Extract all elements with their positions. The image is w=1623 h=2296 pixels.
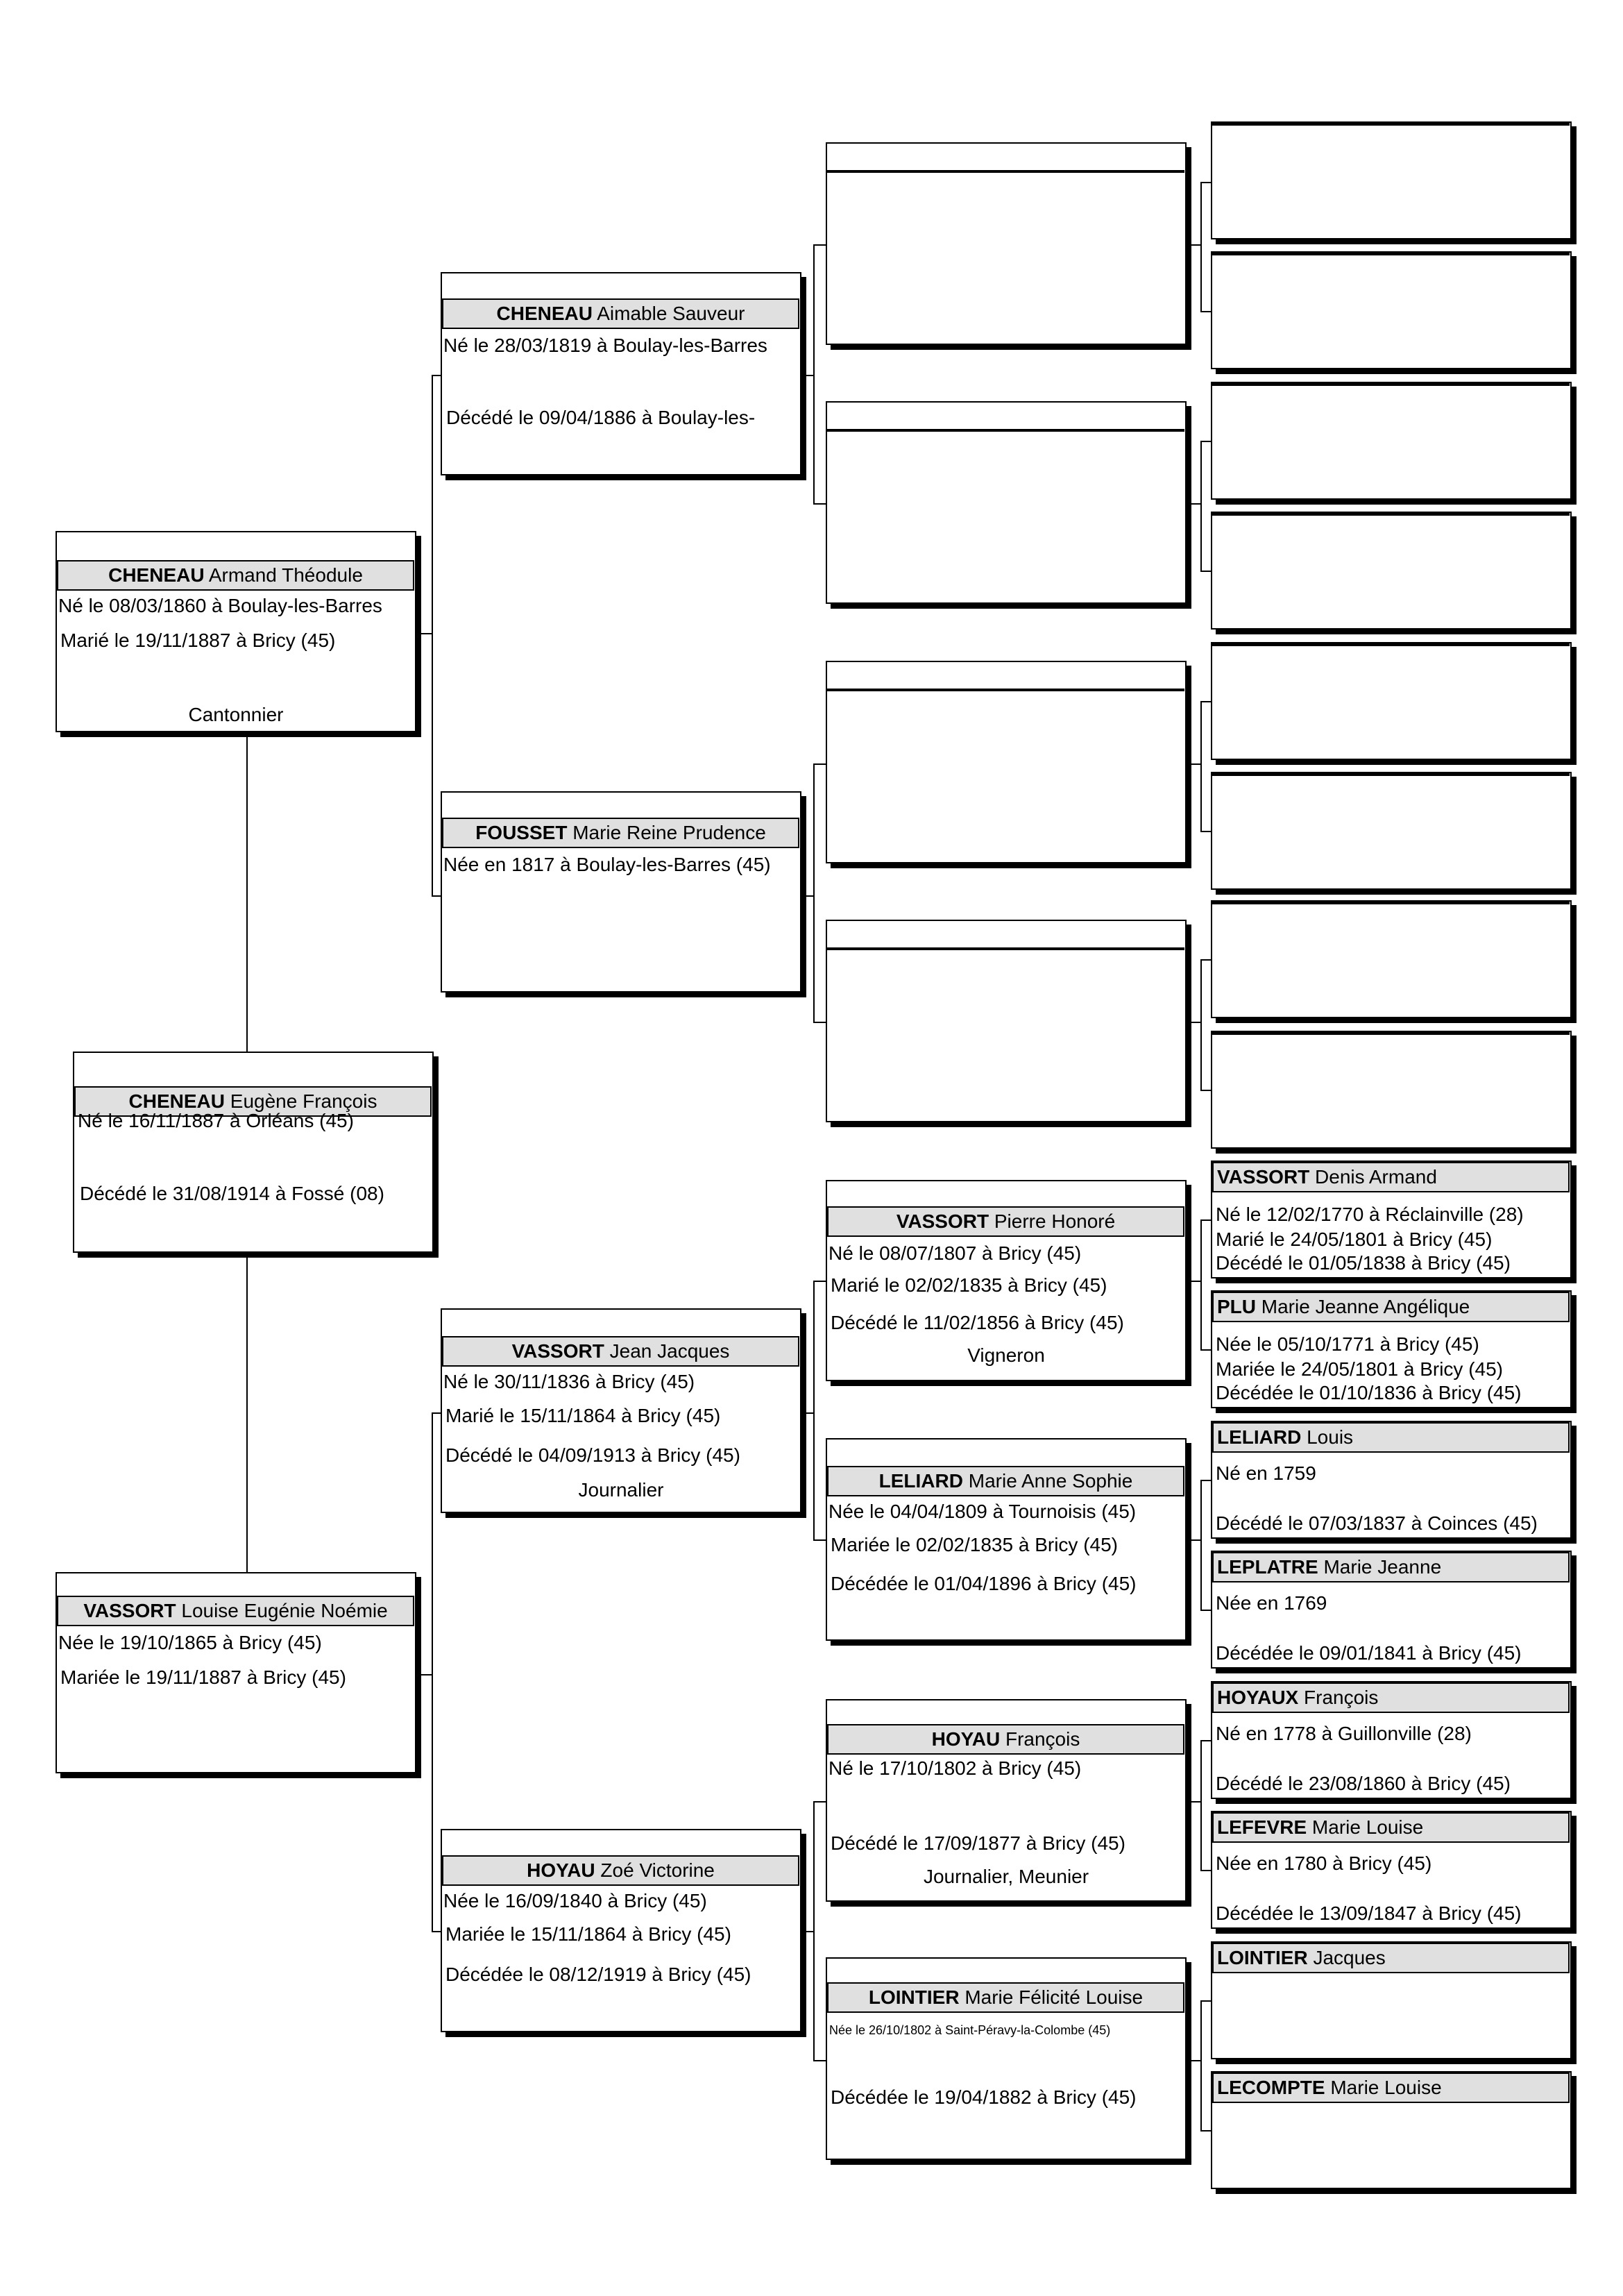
person-name	[1212, 1812, 1570, 1843]
parents-bracket	[1200, 701, 1202, 832]
person-detail: Décédé le 23/08/1860 à Bricy (45)	[1216, 1773, 1511, 1794]
given-names: Denis Armand	[1309, 1166, 1437, 1188]
person-name	[1212, 2073, 1570, 2103]
person-detail: Mariée le 24/05/1801 à Bricy (45)	[1216, 1358, 1503, 1380]
given-names: Eugène François	[225, 1090, 377, 1112]
surname: LOINTIER	[1217, 1947, 1308, 1968]
connector-arm	[1200, 2000, 1211, 2002]
person-name	[57, 1596, 414, 1626]
person-card[interactable]	[1211, 1941, 1572, 2059]
person-card[interactable]	[826, 661, 1187, 863]
person-detail: Née le 16/09/1840 à Bricy (45)	[443, 1890, 707, 1911]
person-detail: Marié le 15/11/1864 à Bricy (45)	[445, 1405, 721, 1426]
connector-stub	[1190, 503, 1200, 505]
given-names: Marie Jeanne	[1318, 1556, 1442, 1578]
surname: LELIARD	[1217, 1426, 1302, 1448]
person-detail: Journalier, Meunier	[923, 1866, 1089, 1887]
surname: VASSORT	[83, 1600, 176, 1621]
person-card[interactable]	[441, 272, 801, 475]
person-card[interactable]	[1211, 772, 1572, 890]
connector-arm	[813, 503, 826, 505]
parents-bracket	[1200, 1740, 1202, 1871]
parents-bracket	[1200, 1219, 1202, 1351]
given-names: Louis	[1301, 1426, 1354, 1448]
person-card[interactable]	[1211, 1811, 1572, 1929]
surname: CHENEAU	[496, 303, 593, 324]
person-name	[1212, 1032, 1570, 1035]
connector-arm	[813, 1281, 826, 1282]
person-card[interactable]	[826, 1699, 1187, 1902]
person-name	[1212, 513, 1570, 516]
person-detail: Né le 08/07/1807 à Bricy (45)	[829, 1242, 1082, 1264]
person-card[interactable]	[1211, 1160, 1572, 1278]
person-detail: Mariée le 19/11/1887 à Bricy (45)	[60, 1666, 346, 1688]
given-names: Marie Félicité Louise	[959, 1986, 1144, 2008]
person-name	[1212, 1162, 1570, 1192]
person-detail: Né en 1778 à Guillonville (28)	[1216, 1723, 1472, 1744]
person-detail: Décédé le 09/04/1886 à Boulay-les-	[446, 407, 756, 428]
person-name	[442, 1336, 799, 1367]
person-name	[827, 1982, 1184, 2013]
connector-arm	[432, 1412, 441, 1414]
connector-stub	[1190, 1539, 1200, 1541]
connector-arm	[1200, 1349, 1211, 1351]
person-card[interactable]	[826, 401, 1187, 604]
surname: HOYAU	[527, 1859, 595, 1881]
person-detail: Né le 12/02/1770 à Réclainville (28)	[1216, 1204, 1524, 1225]
person-card[interactable]	[1211, 382, 1572, 500]
person-card[interactable]	[1211, 900, 1572, 1018]
connector-arm	[813, 244, 826, 246]
person-name	[442, 818, 799, 848]
parents-bracket	[432, 1412, 433, 1932]
person-name	[1212, 1682, 1570, 1713]
person-name	[827, 1466, 1184, 1496]
connector-arm	[1200, 959, 1211, 961]
person-name	[1212, 123, 1570, 126]
person-name	[1212, 1292, 1570, 1322]
person-name	[57, 560, 414, 591]
connector-arm	[1200, 1480, 1211, 1481]
person-detail: Marié le 19/11/1887 à Bricy (45)	[60, 630, 336, 651]
surname: VASSORT	[896, 1210, 989, 1232]
parents-bracket	[813, 1801, 815, 2061]
parents-bracket	[813, 1281, 815, 1541]
person-name	[827, 947, 1184, 950]
connector-arm	[1200, 1610, 1211, 1611]
connector-arm	[1200, 831, 1211, 832]
given-names: Jean Jacques	[604, 1340, 730, 1362]
person-name	[1212, 1943, 1570, 1973]
person-card[interactable]	[1211, 251, 1572, 369]
surname: LEFEVRE	[1217, 1816, 1307, 1838]
person-card[interactable]	[1211, 2071, 1572, 2189]
given-names: Louise Eugénie Noémie	[176, 1600, 388, 1621]
connector-arm	[1200, 311, 1211, 312]
parents-bracket	[1200, 959, 1202, 1091]
person-card[interactable]	[1211, 1290, 1572, 1408]
person-card[interactable]	[1211, 512, 1572, 630]
given-names: Marie Louise	[1325, 2077, 1442, 2098]
connector-stub	[1190, 763, 1200, 765]
person-detail: Marié le 24/05/1801 à Bricy (45)	[1216, 1229, 1493, 1250]
person-detail: Cantonnier	[188, 704, 284, 725]
connector-stub	[1190, 2060, 1200, 2061]
person-name	[1212, 643, 1570, 646]
person-detail: Mariée le 02/02/1835 à Bricy (45)	[831, 1534, 1118, 1555]
parents-bracket	[1200, 2000, 1202, 2132]
person-detail: Décédé le 01/05/1838 à Bricy (45)	[1216, 1252, 1511, 1274]
person-detail: Décédée le 13/09/1847 à Bricy (45)	[1216, 1902, 1522, 1924]
person-card[interactable]	[826, 1438, 1187, 1641]
person-detail: Né le 17/10/1802 à Bricy (45)	[829, 1757, 1082, 1779]
given-names: François	[1000, 1728, 1080, 1750]
surname: VASSORT	[1217, 1166, 1310, 1188]
connector-stub	[1190, 1281, 1200, 1282]
person-card[interactable]	[1211, 1681, 1572, 1799]
connector-arm	[432, 375, 441, 376]
given-names: Aimable Sauveur	[593, 303, 745, 324]
surname: CHENEAU	[108, 564, 205, 586]
person-detail: Né en 1759	[1216, 1462, 1316, 1484]
person-detail: Né le 28/03/1819 à Boulay-les-Barres	[443, 335, 767, 356]
connector-stub	[805, 1412, 813, 1414]
given-names: Armand Théodule	[204, 564, 363, 586]
person-name	[827, 1206, 1184, 1237]
person-name	[1212, 902, 1570, 904]
person-detail: Décédée le 09/01/1841 à Bricy (45)	[1216, 1642, 1522, 1664]
surname: LEPLATRE	[1217, 1556, 1318, 1578]
person-detail: Vigneron	[967, 1344, 1045, 1366]
surname: LECOMPTE	[1217, 2077, 1325, 2098]
person-detail: Décédée le 01/04/1896 à Bricy (45)	[831, 1573, 1137, 1594]
person-card[interactable]	[1211, 121, 1572, 239]
person-detail: Née le 26/10/1802 à Saint-Péravy-la-Colombe (45)	[829, 2023, 1111, 2037]
person-detail: Journalier	[578, 1479, 664, 1501]
person-detail: Décédée le 19/04/1882 à Bricy (45)	[831, 2086, 1137, 2108]
person-name	[827, 429, 1184, 432]
person-detail: Décédé le 31/08/1914 à Fossé (08)	[80, 1183, 384, 1204]
connector-arm	[1200, 1090, 1211, 1091]
person-detail: Décédé le 11/02/1856 à Bricy (45)	[831, 1312, 1124, 1333]
parents-bracket	[1200, 1480, 1202, 1611]
given-names: Jacques	[1307, 1947, 1386, 1968]
person-detail: Décédée le 01/10/1836 à Bricy (45)	[1216, 1382, 1522, 1403]
person-card[interactable]	[56, 1572, 416, 1773]
person-detail: Mariée le 15/11/1864 à Bricy (45)	[445, 1923, 731, 1945]
connector-arm	[813, 1801, 826, 1803]
connector-arm	[1200, 571, 1211, 572]
person-name	[442, 1855, 799, 1886]
connector-stub	[1190, 1801, 1200, 1803]
person-card[interactable]	[1211, 642, 1572, 760]
person-detail: Décédé le 04/09/1913 à Bricy (45)	[445, 1444, 740, 1466]
person-card[interactable]	[1211, 1421, 1572, 1539]
person-card[interactable]	[1211, 1551, 1572, 1669]
surname: FOUSSET	[475, 822, 568, 843]
given-names: Marie Reine Prudence	[567, 822, 766, 843]
connector-arm	[1200, 1740, 1211, 1741]
given-names: Zoé Victorine	[595, 1859, 715, 1881]
parents-bracket	[813, 244, 815, 505]
person-detail: Né le 30/11/1836 à Bricy (45)	[443, 1371, 695, 1392]
person-card[interactable]	[73, 1052, 434, 1253]
person-detail: Décédée le 08/12/1919 à Bricy (45)	[445, 1964, 751, 1985]
given-names: Marie Jeanne Angélique	[1256, 1296, 1470, 1317]
person-name	[827, 689, 1184, 691]
person-detail: Née en 1780 à Bricy (45)	[1216, 1852, 1432, 1874]
person-card[interactable]	[441, 1308, 801, 1513]
person-name	[442, 298, 799, 329]
surname: LOINTIER	[868, 1986, 960, 2008]
surname: CHENEAU	[128, 1090, 225, 1112]
parents-bracket	[1200, 441, 1202, 572]
connector-arm	[432, 1931, 441, 1932]
connector-arm	[813, 2060, 826, 2061]
person-card[interactable]	[826, 142, 1187, 345]
person-detail: Décédé le 07/03/1837 à Coinces (45)	[1216, 1512, 1538, 1534]
descent-line	[246, 1256, 248, 1572]
person-detail: Né le 16/11/1887 à Orléans (45)	[78, 1110, 354, 1131]
connector-arm	[1200, 182, 1211, 183]
connector-arm	[1200, 1219, 1211, 1221]
person-name	[827, 170, 1184, 173]
connector-stub	[420, 633, 432, 634]
person-detail: Née en 1769	[1216, 1592, 1327, 1614]
connector-arm	[813, 1022, 826, 1023]
connector-arm	[432, 895, 441, 897]
connector-stub	[805, 375, 813, 376]
person-name	[1212, 773, 1570, 776]
parents-bracket	[1200, 182, 1202, 312]
person-card[interactable]	[441, 791, 801, 993]
connector-arm	[1200, 701, 1211, 702]
person-detail: Née en 1817 à Boulay-les-Barres (45)	[443, 854, 771, 875]
connector-stub	[805, 895, 813, 897]
person-card[interactable]	[826, 1957, 1187, 2160]
given-names: François	[1298, 1687, 1379, 1708]
person-card[interactable]	[826, 920, 1187, 1122]
person-detail: Née le 04/04/1809 à Tournoisis (45)	[829, 1501, 1137, 1522]
descent-line	[246, 736, 248, 1052]
person-name	[1212, 383, 1570, 386]
given-names: Marie Louise	[1307, 1816, 1424, 1838]
person-detail: Née le 05/10/1771 à Bricy (45)	[1216, 1333, 1479, 1355]
connector-arm	[1200, 441, 1211, 442]
surname: HOYAUX	[1217, 1687, 1299, 1708]
person-detail: Né le 08/03/1860 à Boulay-les-Barres	[58, 595, 382, 616]
parents-bracket	[813, 763, 815, 1023]
surname: HOYAU	[931, 1728, 1001, 1750]
parents-bracket	[432, 375, 433, 897]
person-name	[1212, 1422, 1570, 1453]
connector-stub	[805, 1931, 813, 1932]
connector-stub	[1190, 1022, 1200, 1023]
person-card[interactable]	[1211, 1031, 1572, 1149]
person-name	[827, 1724, 1184, 1755]
person-detail: Marié le 02/02/1835 à Bricy (45)	[831, 1274, 1107, 1296]
connector-stub	[420, 1674, 432, 1675]
connector-arm	[1200, 2130, 1211, 2132]
surname: VASSORT	[511, 1340, 604, 1362]
person-name	[1212, 1552, 1570, 1582]
person-card[interactable]	[441, 1829, 801, 2032]
connector-stub	[1190, 244, 1200, 246]
surname: LELIARD	[878, 1470, 963, 1492]
connector-arm	[813, 763, 826, 765]
person-detail: Décédé le 17/09/1877 à Bricy (45)	[831, 1832, 1125, 1854]
person-card[interactable]	[56, 531, 416, 732]
person-detail: Née le 19/10/1865 à Bricy (45)	[58, 1632, 322, 1653]
person-card[interactable]	[826, 1180, 1187, 1381]
given-names: Marie Anne Sophie	[962, 1470, 1133, 1492]
connector-arm	[813, 1539, 826, 1541]
given-names: Pierre Honoré	[989, 1210, 1116, 1232]
connector-arm	[1200, 1870, 1211, 1871]
surname: PLU	[1217, 1296, 1256, 1317]
person-name	[1212, 253, 1570, 255]
